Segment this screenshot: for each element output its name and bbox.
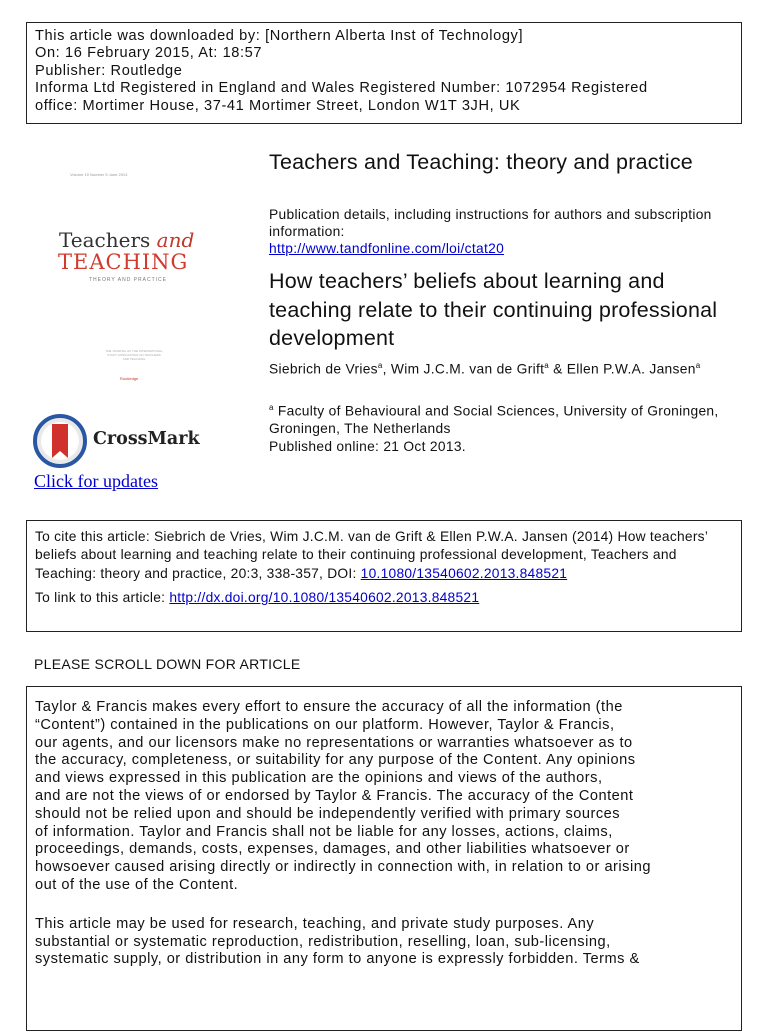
cover-volume: Volume 19 Number 5 June 2013 bbox=[70, 172, 128, 177]
article-link-row: To link to this article: http://dx.doi.org/10.1080/13540602.2013.848521 bbox=[35, 589, 480, 605]
click-for-updates-link[interactable]: Click for updates bbox=[34, 471, 158, 491]
download-info-line: office: Mortimer House, 37-41 Mortimer Street, London W1T 3JH, UK bbox=[35, 97, 521, 114]
crossmark-icon bbox=[33, 414, 87, 468]
disclaimer-box: Taylor & Francis makes every effort to ensure the accuracy of all the information (the “Content”) contained in the publications on our platform. However, Taylor & Francis, our agents, and our licensors make no representations or warranties whatsoever as to the accuracy, completeness, or suitability for any purpose of the Content. Any opinions and views expressed in this publication are the opinions and views of the authors, and are not the views of or endorsed by Taylor & Francis. The accuracy of the Content should not be relied upon and should be independently verified with primary sources of information. Taylor and Francis shall not be liable for any losses, actions, claims, proceedings, demands, costs, expenses, damages, and other liabilities whatsoever or howsoever caused arising directly or indirectly in connection with, in relation to or arising out of the use of the Content. This article may be used for research, teaching, and private study purposes. Any substantial or systematic reproduction, redistribution, reselling, loan, sub-licensing, systematic supply, or distribution in any form to anyone is expressly forbidden. Terms & bbox=[26, 686, 742, 1031]
journal-title: Teachers and Teaching: theory and practice bbox=[269, 150, 693, 174]
download-info-box bbox=[26, 22, 742, 124]
download-info-line: Publisher: Routledge bbox=[35, 62, 183, 79]
citation-box bbox=[26, 520, 742, 632]
cover-title-teaching: TEACHING bbox=[58, 250, 189, 274]
authors: Siebrich de Vries$^a$, Wim J.C.M. van de Grift$^a$ & Ellen P.W.A. Jansen$^a$ bbox=[269, 361, 701, 377]
download-info-line: On: 16 February 2015, At: 18:57 bbox=[35, 45, 263, 62]
affiliation: $^a$ Faculty of Behavioural and Social Sciences, University of Groningen, Groningen, The Netherlands Published online: 21 Oct 2013. bbox=[269, 399, 729, 455]
citation-text: To cite this article: Siebrich de Vries, Wim J.C.M. van de Grift & Ellen P.W.A. Jansen (2014) How teachers’ beliefs about learning and teaching relate to their continuing professional development, Teachers and Teaching: theory and practice, 20:3, 338-357, DOI: 10.1080/13540602.2013.848521 bbox=[35, 529, 708, 581]
scroll-notice: PLEASE SCROLL DOWN FOR ARTICLE bbox=[34, 656, 301, 672]
article-title: How teachers’ beliefs about learning and teaching relate to their continuing professional development bbox=[269, 269, 718, 350]
doi-link[interactable]: 10.1080/13540602.2013.848521 bbox=[360, 565, 568, 581]
cover-subtitle: THEORY AND PRACTICE bbox=[89, 277, 167, 283]
crossmark-label: CrossMark bbox=[93, 429, 200, 449]
crossmark-badge[interactable] bbox=[33, 414, 203, 470]
download-info-line: Informa Ltd Registered in England and Wales Registered Number: 1072954 Registered bbox=[35, 80, 648, 97]
journal-cover-image bbox=[34, 140, 222, 402]
cover-title-teachers: Teachers and bbox=[59, 228, 195, 252]
publication-details bbox=[269, 206, 729, 257]
journal-url-link[interactable]: http://www.tandfonline.com/loi/ctat20 bbox=[269, 241, 505, 256]
publication-details-text: Publication details, including instructions for authors and subscription information: bbox=[269, 207, 712, 239]
published-date: Published online: 21 Oct 2013. bbox=[269, 438, 466, 454]
cover-small-text: THE JOURNAL OF THE INTERNATIONAL STUDY ASSOCIATION ON TEACHERS AND TEACHING bbox=[105, 349, 163, 361]
routledge-logo: Routledge bbox=[120, 376, 139, 381]
download-info-line: This article was downloaded by: [Northern Alberta Inst of Technology] bbox=[35, 28, 524, 44]
article-url-link[interactable]: http://dx.doi.org/10.1080/13540602.2013.848521 bbox=[169, 589, 480, 605]
